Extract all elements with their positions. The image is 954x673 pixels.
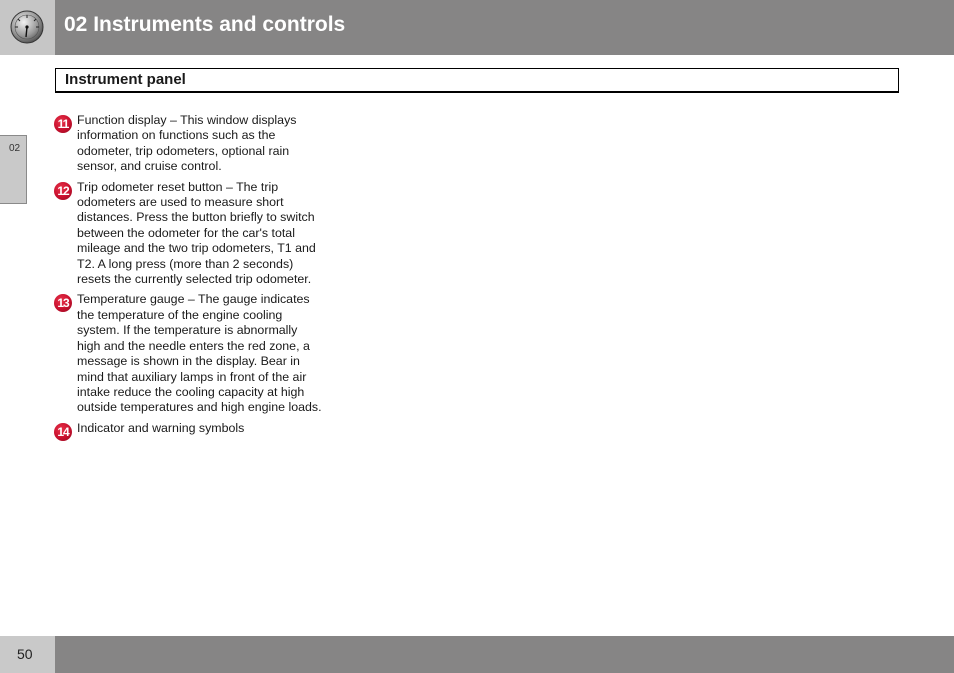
page-number: 50	[17, 646, 33, 662]
chapter-side-tab	[0, 135, 27, 204]
item-text: Trip odometer reset button – The trip odometers are used to measure short distances. Press the button briefly to switch between the odometer for the car's total mileage and the two trip odometers, T1 and T2. A long press (more than 2 seconds) resets the currently selected trip odometer.	[77, 179, 316, 287]
chapter-logo-box	[0, 0, 55, 55]
list-item	[54, 113, 322, 175]
item-list	[54, 113, 322, 441]
item-number-badge: 11	[54, 115, 72, 133]
page-title: 02 Instruments and controls	[64, 13, 346, 36]
item-number-badge: 12	[54, 182, 72, 200]
footer-bar	[55, 636, 954, 673]
item-text: Temperature gauge – The gauge indicates the temperature of the engine cooling system. If the temperature is abnormally high and the needle enters the red zone, a message is shown in the display. Bear in mind that auxiliary lamps in front of the air intake reduce the cooling capacity at high outside temperatures and high engine loads.	[77, 292, 322, 415]
item-number-badge: 14	[54, 423, 72, 441]
section-title: Instrument panel	[65, 71, 186, 88]
section-header	[55, 68, 899, 93]
chapter-tab-label: 02	[9, 143, 21, 154]
item-text: Indicator and warning symbols	[77, 420, 245, 435]
item-number-badge: 13	[54, 294, 72, 312]
list-item	[54, 292, 322, 415]
list-item	[54, 420, 322, 439]
footer-page-box	[0, 636, 55, 673]
list-item	[54, 180, 322, 288]
speedometer-icon	[10, 10, 44, 44]
item-text: Function display – This window displays information on functions such as the odometer, trip odometers, optional rain sensor, and cruise control.	[77, 113, 297, 174]
